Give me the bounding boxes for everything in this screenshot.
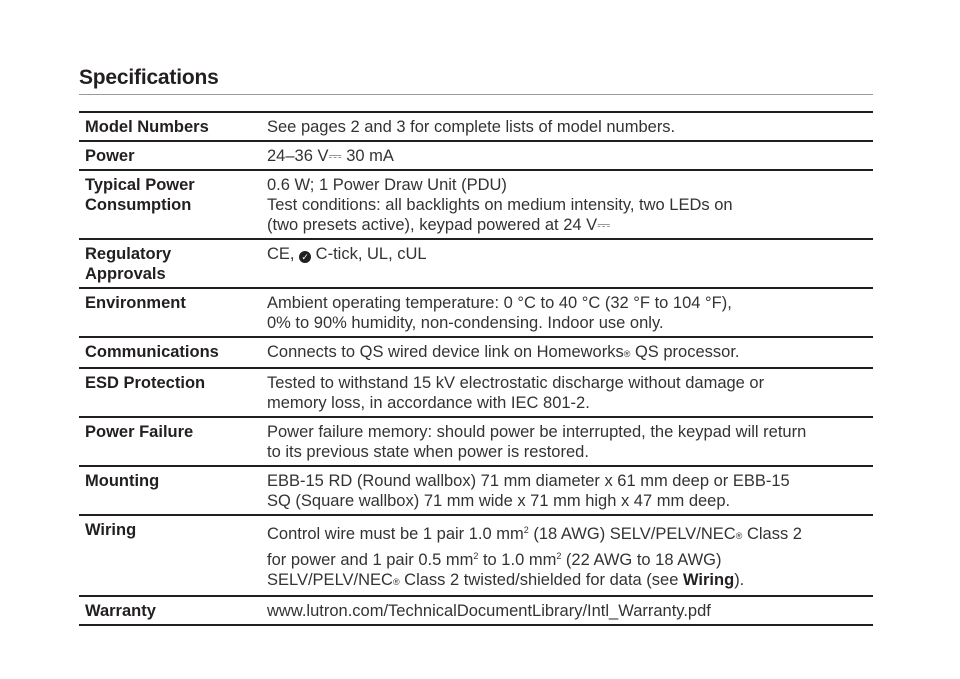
warranty-url: www.lutron.com/TechnicalDocumentLibrary/Intl_Warranty.pdf bbox=[267, 602, 711, 620]
table-row bbox=[79, 239, 873, 288]
value-line bbox=[267, 342, 867, 364]
value-line: See pages 2 and 3 for complete lists of model numbers. bbox=[267, 118, 676, 136]
value-line bbox=[267, 546, 867, 570]
wiring-text: Control wire must be 1 pair 1.0 mm bbox=[267, 525, 524, 543]
row-label: Environment bbox=[79, 288, 261, 337]
approvals-prefix: CE, bbox=[267, 245, 300, 263]
row-label bbox=[79, 239, 261, 288]
wiring-text: to 1.0 mm bbox=[478, 551, 557, 569]
value-line bbox=[267, 244, 867, 264]
value-line: Tested to withstand 15 kV electrostatic discharge without damage or bbox=[267, 374, 765, 392]
row-value bbox=[261, 368, 873, 417]
section-heading: Specifications bbox=[79, 66, 219, 89]
row-value bbox=[261, 112, 873, 141]
approvals-suffix: C-tick, UL, cUL bbox=[311, 245, 427, 263]
row-label: Mounting bbox=[79, 466, 261, 515]
table-row bbox=[79, 170, 873, 239]
row-value bbox=[261, 288, 873, 337]
value-line: memory loss, in accordance with IEC 801-2. bbox=[267, 394, 590, 412]
value-line: (two presets active), keypad powered at 24 V⎓ bbox=[267, 216, 611, 234]
value-line: Power failure memory: should power be interrupted, the keypad will return bbox=[267, 423, 807, 441]
table-row bbox=[79, 596, 873, 625]
value-line bbox=[267, 570, 867, 592]
registered-mark: ® bbox=[392, 577, 400, 587]
row-value bbox=[261, 141, 873, 170]
row-value bbox=[261, 466, 873, 515]
c-tick-icon: ✓ bbox=[299, 251, 311, 263]
table-row bbox=[79, 112, 873, 141]
value-line: 0.6 W; 1 Power Draw Unit (PDU) bbox=[267, 176, 507, 194]
label-line: Typical Power bbox=[85, 176, 195, 194]
label-line: Approvals bbox=[85, 265, 166, 283]
comm-text: Connects to QS wired device link on Homeworks bbox=[267, 343, 624, 361]
specifications-table bbox=[79, 111, 873, 626]
table-row bbox=[79, 337, 873, 368]
table-row bbox=[79, 141, 873, 170]
superscript-two: 2 bbox=[556, 551, 562, 561]
row-value bbox=[261, 417, 873, 466]
comm-text-end: QS processor. bbox=[630, 343, 740, 361]
row-label: Model Numbers bbox=[79, 112, 261, 141]
registered-mark: ® bbox=[735, 531, 743, 541]
row-label: Warranty bbox=[79, 596, 261, 625]
value-line: EBB-15 RD (Round wallbox) 71 mm diameter x 61 mm deep or EBB-15 bbox=[267, 472, 790, 490]
table-row bbox=[79, 288, 873, 337]
row-label: Communications bbox=[79, 337, 261, 368]
value-line: 24–36 V⎓ 30 mA bbox=[267, 147, 394, 165]
value-line: 0% to 90% humidity, non-condensing. Indoor use only. bbox=[267, 314, 664, 332]
label-line: Regulatory bbox=[85, 245, 172, 263]
table-row bbox=[79, 417, 873, 466]
row-label: ESD Protection bbox=[79, 368, 261, 417]
wiring-text: Class 2 twisted/shielded for data (see bbox=[399, 571, 683, 589]
label-line: Consumption bbox=[85, 196, 192, 214]
wiring-reference: Wiring bbox=[683, 571, 735, 589]
wiring-text: (18 AWG) SELV/PELV/NEC bbox=[528, 525, 736, 543]
superscript-two: 2 bbox=[473, 551, 479, 561]
wiring-text: Class 2 bbox=[742, 525, 802, 543]
row-label: Wiring bbox=[79, 515, 261, 596]
table-row bbox=[79, 368, 873, 417]
row-label bbox=[79, 170, 261, 239]
registered-mark: ® bbox=[623, 349, 631, 359]
value-line: Test conditions: all backlights on medium intensity, two LEDs on bbox=[267, 196, 733, 214]
value-line: to its previous state when power is restored. bbox=[267, 443, 589, 461]
value-line: Ambient operating temperature: 0 °C to 40 °C (32 °F to 104 °F), bbox=[267, 294, 732, 312]
heading-divider bbox=[79, 94, 873, 95]
table-row bbox=[79, 515, 873, 596]
row-label: Power Failure bbox=[79, 417, 261, 466]
wiring-text: for power and 1 pair 0.5 mm bbox=[267, 551, 474, 569]
row-value bbox=[261, 239, 873, 288]
superscript-two: 2 bbox=[523, 525, 529, 535]
wiring-text: ). bbox=[734, 571, 745, 589]
row-value bbox=[261, 596, 873, 625]
row-value bbox=[261, 515, 873, 596]
wiring-text: SELV/PELV/NEC bbox=[267, 571, 393, 589]
table-row bbox=[79, 466, 873, 515]
row-value bbox=[261, 337, 873, 368]
value-line bbox=[267, 520, 867, 546]
wiring-text: (22 AWG to 18 AWG) bbox=[561, 551, 722, 569]
row-label: Power bbox=[79, 141, 261, 170]
value-line: SQ (Square wallbox) 71 mm wide x 71 mm high x 47 mm deep. bbox=[267, 492, 731, 510]
row-value bbox=[261, 170, 873, 239]
